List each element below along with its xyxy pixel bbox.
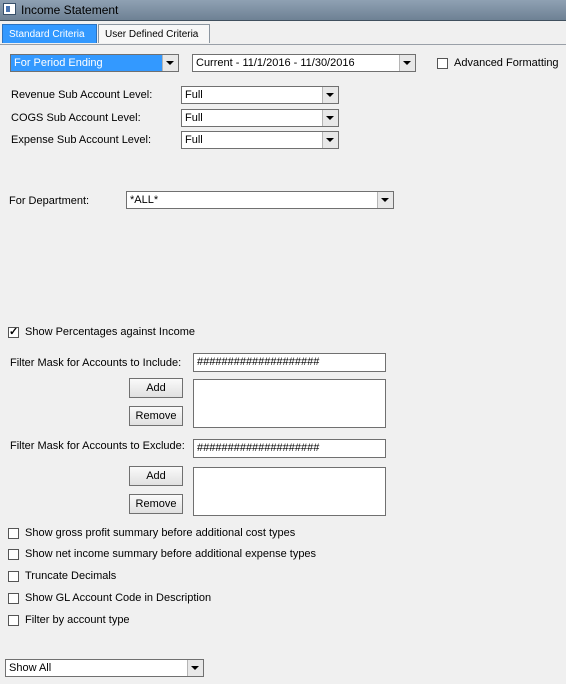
- show-filter-select[interactable]: [5, 659, 204, 677]
- expense-level-value: Full: [185, 134, 203, 146]
- advanced-formatting-checkbox[interactable]: [437, 58, 448, 69]
- chevron-down-icon[interactable]: [322, 87, 338, 103]
- truncate-decimals-label: Truncate Decimals: [25, 570, 117, 582]
- gross-profit-summary-checkbox[interactable]: [8, 528, 19, 539]
- filter-account-type-label: Filter by account type: [25, 614, 130, 626]
- department-value: *ALL*: [130, 194, 159, 206]
- period-mode-select[interactable]: [10, 54, 179, 72]
- include-remove-button[interactable]: Remove: [129, 406, 183, 426]
- show-percentages-checkbox[interactable]: [8, 327, 19, 338]
- chevron-down-icon[interactable]: [322, 110, 338, 126]
- exclude-remove-button[interactable]: Remove: [129, 494, 183, 514]
- include-add-button[interactable]: Add: [129, 378, 183, 398]
- truncate-decimals-checkbox[interactable]: [8, 571, 19, 582]
- department-label: For Department:: [9, 195, 90, 207]
- exclude-mask-input[interactable]: ####################: [193, 439, 386, 458]
- tab-standard-criteria[interactable]: Standard Criteria: [2, 24, 97, 43]
- period-mode-value: For Period Ending: [14, 57, 103, 69]
- show-filter-value: Show All: [9, 662, 52, 674]
- department-select[interactable]: [126, 191, 394, 209]
- cogs-level-value: Full: [185, 112, 203, 124]
- include-mask-input[interactable]: ####################: [193, 353, 386, 372]
- window-title: Income Statement: [21, 3, 119, 17]
- net-income-summary-label: Show net income summary before additional expense types: [25, 548, 317, 560]
- include-mask-label: Filter Mask for Accounts to Include:: [10, 357, 182, 369]
- app-icon: [3, 3, 16, 15]
- cogs-level-select[interactable]: [181, 109, 339, 127]
- chevron-down-icon[interactable]: [399, 55, 415, 71]
- chevron-down-icon[interactable]: [377, 192, 393, 208]
- cogs-level-label: COGS Sub Account Level:: [11, 112, 141, 124]
- revenue-level-label: Revenue Sub Account Level:: [11, 89, 153, 101]
- revenue-level-value: Full: [185, 89, 203, 101]
- expense-level-select[interactable]: [181, 131, 339, 149]
- gl-account-code-checkbox[interactable]: [8, 593, 19, 604]
- gross-profit-summary-label: Show gross profit summary before additional cost types: [25, 527, 296, 539]
- revenue-level-select[interactable]: [181, 86, 339, 104]
- tab-strip: [0, 22, 566, 45]
- chevron-down-icon[interactable]: [187, 660, 203, 676]
- chevron-down-icon[interactable]: [322, 132, 338, 148]
- net-income-summary-checkbox[interactable]: [8, 549, 19, 560]
- filter-account-type-checkbox[interactable]: [8, 615, 19, 626]
- expense-level-label: Expense Sub Account Level:: [11, 134, 152, 146]
- exclude-add-button[interactable]: Add: [129, 466, 183, 486]
- include-mask-list[interactable]: [193, 379, 386, 428]
- chevron-down-icon[interactable]: [162, 55, 178, 71]
- advanced-formatting-label: Advanced Formatting: [454, 57, 559, 69]
- period-range-value: Current - 11/1/2016 - 11/30/2016: [196, 57, 355, 69]
- exclude-mask-list[interactable]: [193, 467, 386, 516]
- exclude-mask-label: Filter Mask for Accounts to Exclude:: [10, 440, 185, 452]
- tab-user-defined-criteria[interactable]: User Defined Criteria: [98, 24, 210, 43]
- gl-account-code-label: Show GL Account Code in Description: [25, 592, 212, 604]
- title-bar: [0, 0, 566, 21]
- show-percentages-label: Show Percentages against Income: [25, 326, 195, 338]
- period-range-select[interactable]: [192, 54, 416, 72]
